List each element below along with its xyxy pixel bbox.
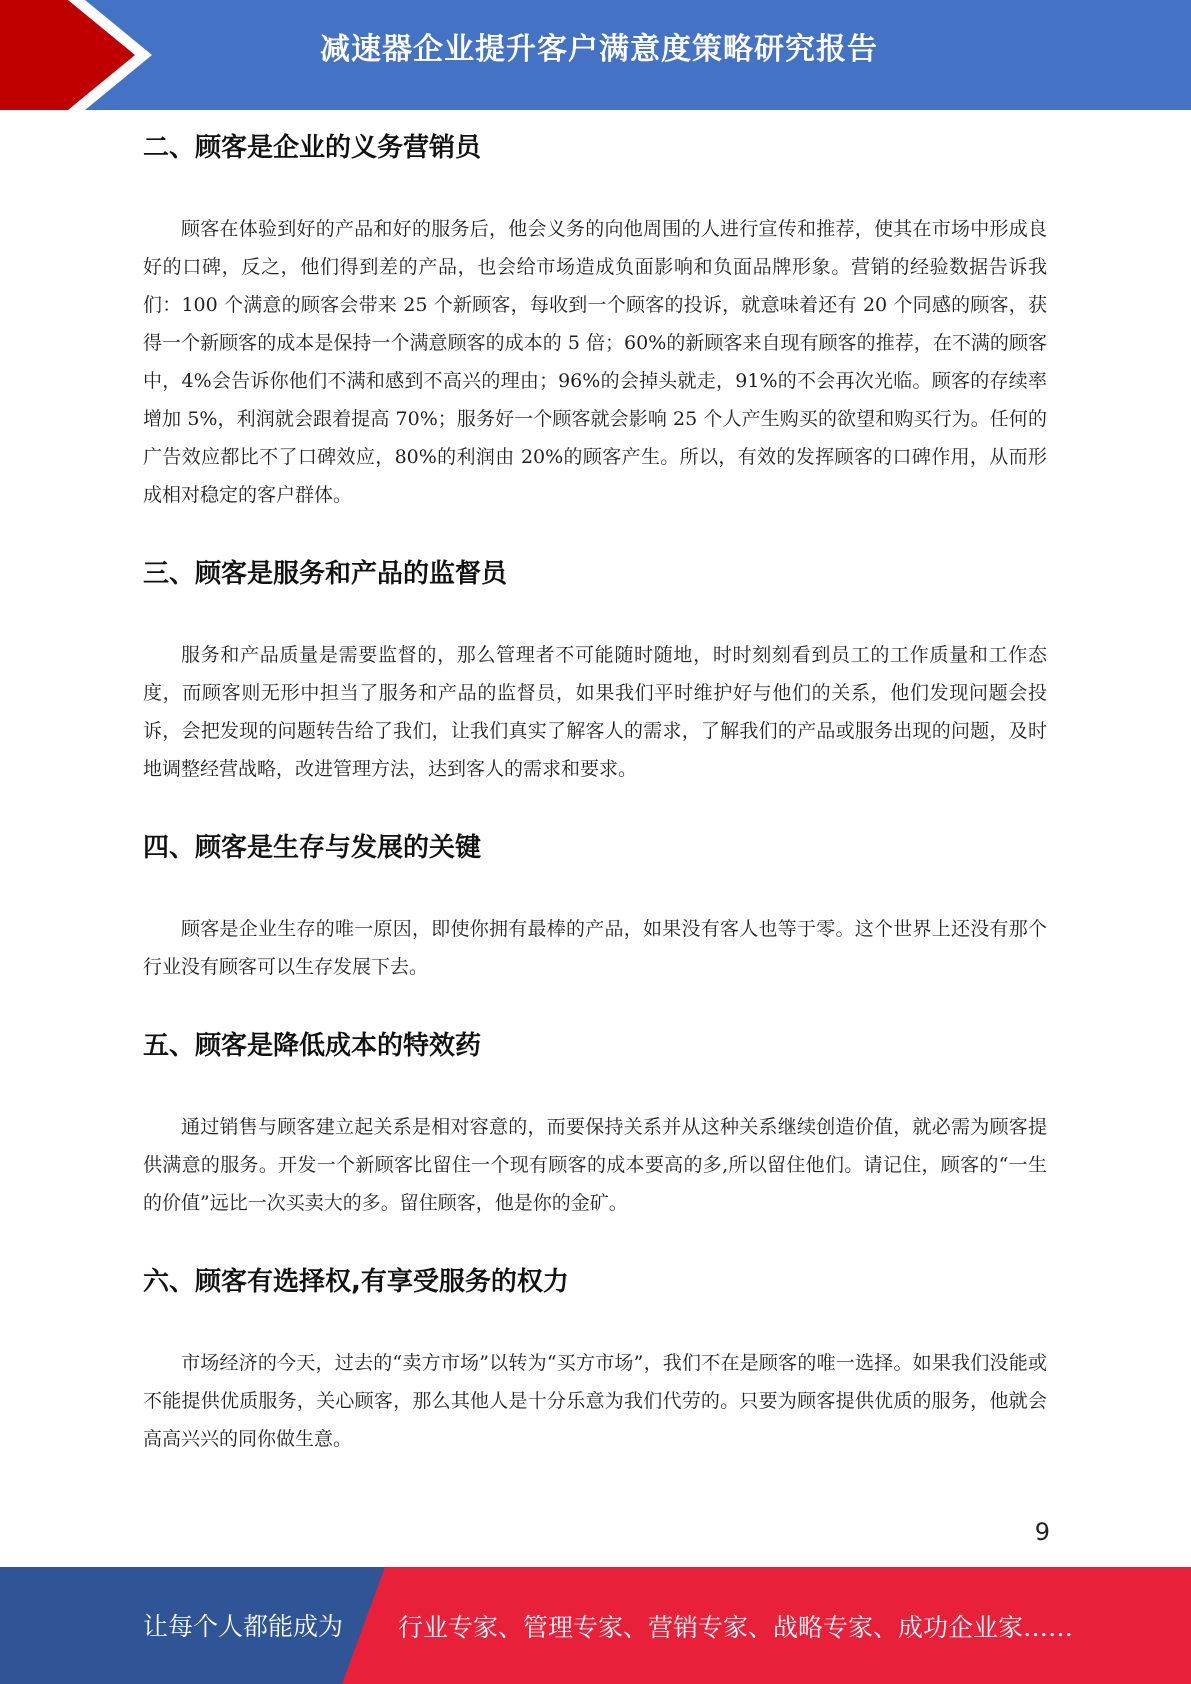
page-footer [0,1567,1191,1684]
section-volunteer-marketer [143,128,1047,514]
section-heading: 六、顾客有选择权,有享受服务的权力 [143,1267,569,1297]
page-number: 9 [1034,1518,1050,1546]
section-cost-reduction [143,1026,1047,1222]
section-paragraph: 通过销售与顾客建立起关系是相对容意的，而要保持关系并从这种关系继续创造价值，就必需为顾客提供满意的服务。开发一个新顾客比留住一个现有顾客的成本要高的多,所以留住他们。请记住，顾客的“一生的价值”远比一次买卖大的多。留住顾客，他是你的金矿。 [143,1116,1047,1214]
section-heading: 五、顾客是降低成本的特效药 [143,1031,482,1061]
section-paragraph: 服务和产品质量是需要监督的，那么管理者不可能随时随地，时时刻刻看到员工的工作质量和工作态度，而顾客则无形中担当了服务和产品的监督员，如果我们平时维护好与他们的关系，他们发现问题会投诉，会把发现的问题转告给了我们，让我们真实了解客人的需求，了解我们的产品或服务出现的问题，及时地调整经营战略，改进管理方法，达到客人的需求和要求。 [143,644,1047,780]
section-paragraph: 市场经济的今天，过去的“卖方市场”以转为“买方市场”，我们不在是顾客的唯一选择。如果我们没能或不能提供优质服务，关心顾客，那么其他人是十分乐意为我们代劳的。只要为顾客提供优质的服务，他就会高高兴兴的同你做生意。 [143,1352,1047,1450]
section-heading: 四、顾客是生存与发展的关键 [143,833,482,863]
section-paragraph: 顾客是企业生存的唯一原因，即使你拥有最棒的产品，如果没有客人也等于零。这个世界上还没有那个行业没有顾客可以生存发展下去。 [143,918,1047,978]
page-header [0,0,1191,110]
report-title: 减速器企业提升客户满意度策略研究报告 [320,32,878,67]
section-paragraph: 顾客在体验到好的产品和好的服务后，他会义务的向他周围的人进行宣传和推荐，使其在市场中形成良好的口碑，反之，他们得到差的产品，也会给市场造成负面影响和负面品牌形象。营销的经验数据告诉我们：100 个满意的顾客会带来 25 个新顾客，每收到一个顾客的投诉，就意味着还有 20 个同感的顾客，获得一个新顾客的成本是保持一个满意顾客的成本的 5 倍；60%的新顾客来自现有顾客的推荐，在不满的顾客中，4%会告诉你他们不满和感到不高兴的理由；96%的会掉头就走，91%的不会再次光临。顾客的存续率增加 5%，利润就会跟着提高 70%；服务好一个顾客就会影响 25 个人产生购买的欲望和购买行为。任何的广告效应都比不了口碑效应，80%的利润由 20%的顾客产生。所以，有效的发挥顾客的口碑作用，从而形成相对稳定的客户群体。 [143,218,1047,506]
document-content [143,128,1047,1458]
section-heading: 二、顾客是企业的义务营销员 [143,133,482,163]
section-right-to-choose [143,1262,1047,1458]
footer-slogan-roles: 行业专家、管理专家、营销专家、战略专家、成功企业家…… [398,1613,1074,1642]
section-supervisor [143,554,1047,788]
section-heading: 三、顾客是服务和产品的监督员 [143,559,508,589]
footer-slogan-lead: 让每个人都能成为 [143,1612,344,1641]
section-survival-key [143,828,1047,986]
